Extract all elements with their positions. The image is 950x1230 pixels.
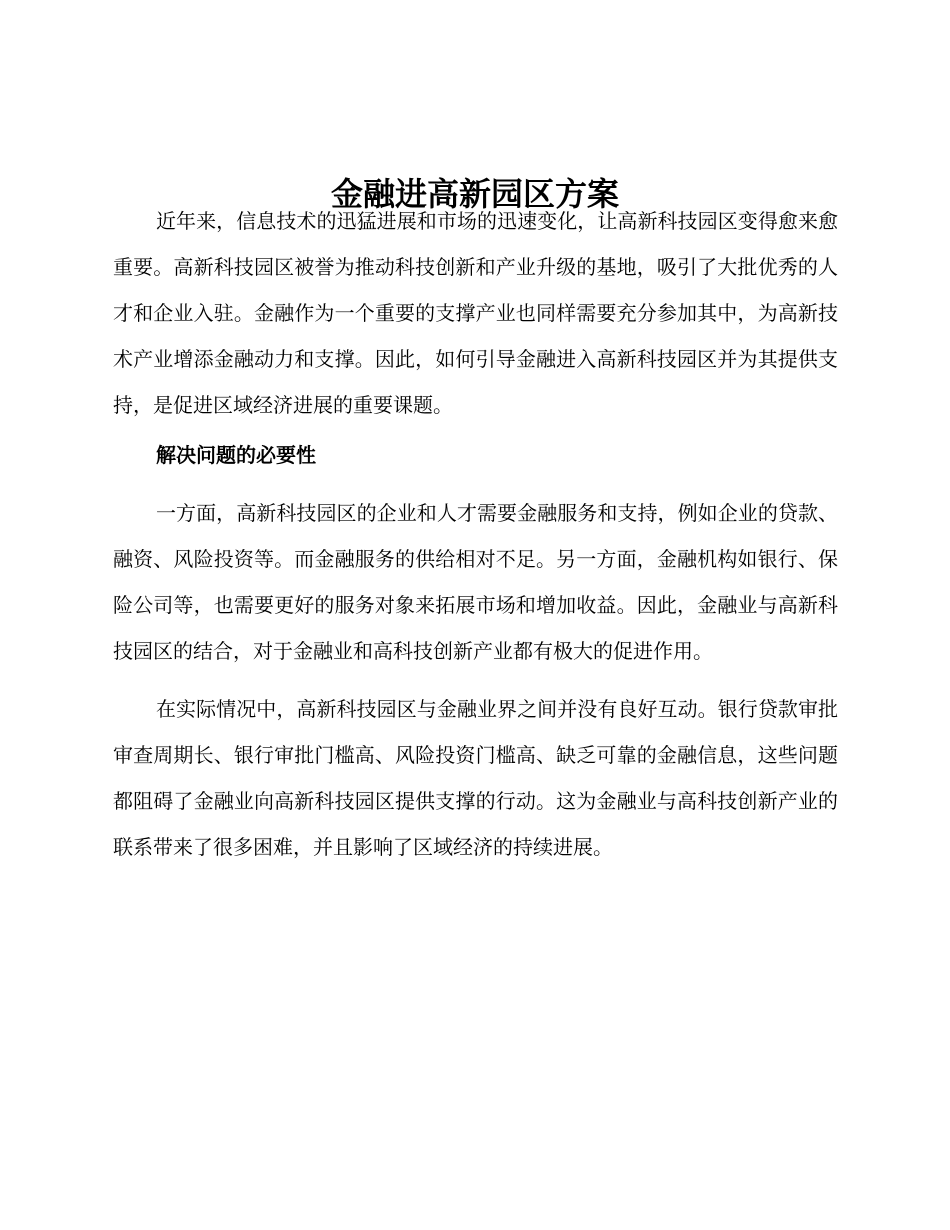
- paragraph-2: 一方面，高新科技园区的企业和人才需要金融服务和支持，例如企业的贷款、融资、风险投资等。而金融服务的供给相对不足。另一方面，金融机构如银行、保险公司等，也需要更好的服务对象来拓展市场和增加收益。因此，金融业与高新科技园区的结合，对于金融业和高科技创新产业都有极大的促进作用。: [113, 501, 838, 663]
- document-body: [113, 198, 838, 870]
- intro-paragraph: 近年来，信息技术的迅猛进展和市场的迅速变化，让高新科技园区变得愈来愈重要。高新科技园区被誉为推动科技创新和产业升级的基地，吸引了大批优秀的人才和企业入驻。金融作为一个重要的支撑产业也同样需要充分参加其中，为高新技术产业增添金融动力和支撑。因此，如何引导金融进入高新科技园区并为其提供支持，是促进区域经济进展的重要课题。: [113, 209, 838, 417]
- document-title: 金融进高新园区方案: [330, 175, 619, 214]
- section-heading: 解决问题的必要性: [156, 443, 316, 467]
- paragraph-3: 在实际情况中，高新科技园区与金融业界之间并没有良好互动。银行贷款审批审查周期长、银行审批门槛高、风险投资门槛高、缺乏可靠的金融信息，这些问题都阻碍了金融业向高新科技园区提供支撑的行动。这为金融业与高科技创新产业的联系带来了很多困难，并且影响了区域经济的持续进展。: [113, 697, 838, 859]
